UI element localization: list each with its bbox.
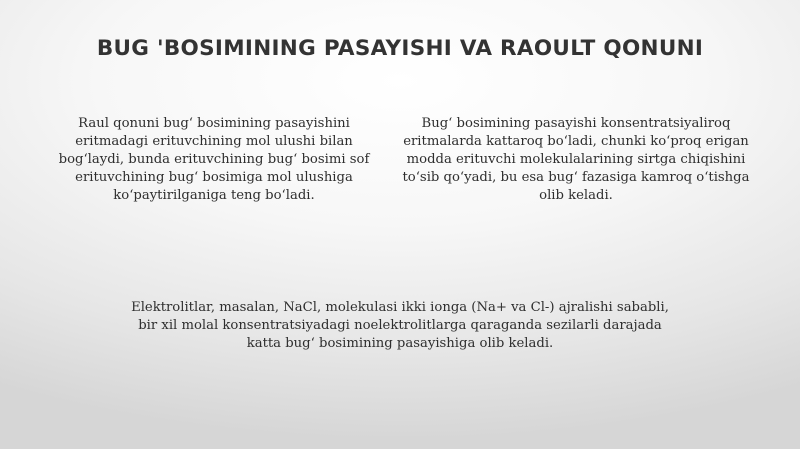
slide-title: BUG 'BOSIMINING PASAYISHI VA RAOULT QONUNI bbox=[96, 36, 704, 61]
bottom-paragraph: Elektrolitlar, masalan, NaCl, molekulasi ikki ionga (Na+ va Cl-) ajralishi sababli, bir xil molal konsentratsiyadagi noelektrolitlarga qaraganda sezilarli darajada katta bug‘ bosimining pasayishiga olib keladi. bbox=[131, 300, 669, 351]
left-paragraph: Raul qonuni bug‘ bosimining pasayishini eritmadagi erituvchining mol ulushi bilan bog‘laydi, bunda erituvchining bug‘ bosimi sof erituvchining bug‘ bosimiga mol ulushiga ko‘paytirilganiga teng bo‘ladi. bbox=[58, 116, 370, 203]
right-paragraph: Bug‘ bosimining pasayishi konsentratsiyaliroq eritmalarda kattaroq bo‘ladi, chunki ko‘proq erigan modda erituvchi molekulalarining sirtga chiqishini to‘sib qo‘yadi, bu esa bug‘ fazasiga kamroq o‘tishga olib keladi. bbox=[402, 116, 750, 203]
